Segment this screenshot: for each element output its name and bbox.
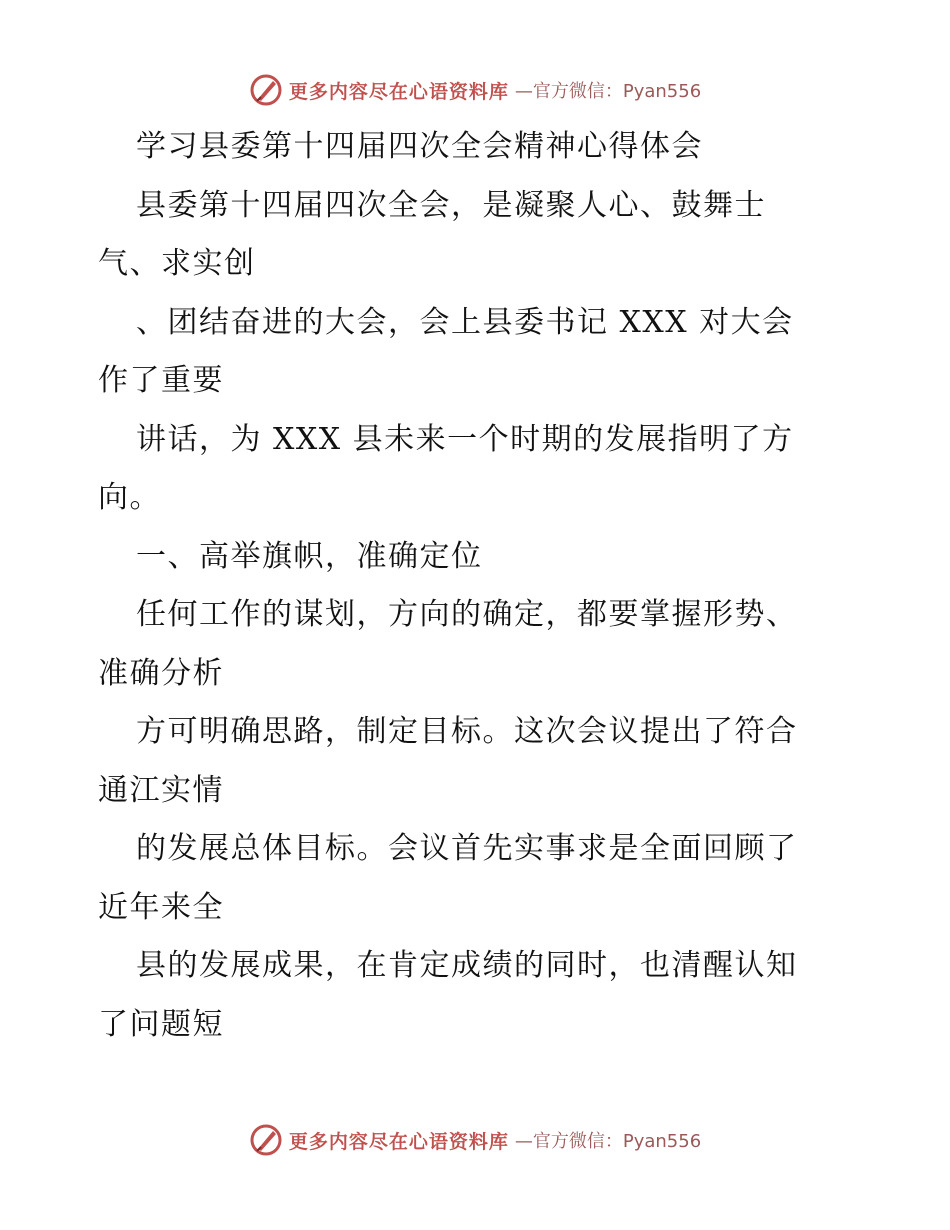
text-line: 气、求实创 xyxy=(98,246,256,281)
banner-title: 更多内容尽在心语资料库 xyxy=(288,80,509,103)
text-line: 了问题短 xyxy=(98,1006,224,1042)
text-line: 作了重要 xyxy=(98,363,224,398)
text-line: 、团结奋进的大会，会上县委书记 XXX 对大会 xyxy=(136,304,794,340)
text-line: 向。 xyxy=(98,480,161,515)
text-line: 准确分析 xyxy=(98,655,224,691)
document-title: 学习县委第十四届四次全会精神心得体会 xyxy=(136,129,703,164)
text-line: 通江实情 xyxy=(98,772,224,808)
text-line: 一、高举旗帜，准确定位 xyxy=(136,538,483,574)
banner-title: 更多内容尽在心语资料库 xyxy=(288,1130,509,1153)
text-line: 近年来全 xyxy=(98,889,224,925)
header-banner xyxy=(0,70,950,110)
text-line: 方可明确思路，制定目标。这次会议提出了符合 xyxy=(136,714,798,749)
banner-contact: —官方微信：Pyan556 xyxy=(514,1131,702,1152)
quill-circle-icon xyxy=(249,73,283,107)
text-line: 任何工作的谋划，方向的确定，都要掌握形势、 xyxy=(136,597,798,632)
text-line: 县的发展成果，在肯定成绩的同时，也清醒认知 xyxy=(136,948,798,983)
footer-banner xyxy=(0,1120,950,1160)
text-line: 县委第十四届四次全会，是凝聚人心、鼓舞士 xyxy=(136,187,766,223)
document-body xyxy=(98,118,858,1054)
text-line: 的发展总体目标。会议首先实事求是全面回顾了 xyxy=(136,831,798,866)
text-line: 讲话，为 XXX 县未来一个时期的发展指明了方 xyxy=(136,421,794,457)
quill-circle-icon xyxy=(249,1123,283,1157)
banner-contact: —官方微信：Pyan556 xyxy=(514,81,702,102)
